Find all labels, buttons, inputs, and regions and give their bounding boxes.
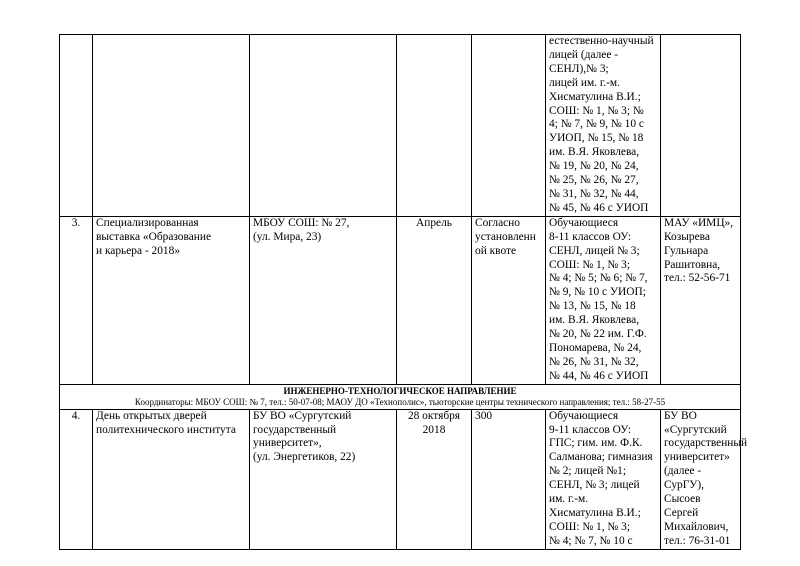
table-row [60, 409, 741, 549]
quota-cell [472, 35, 546, 217]
quota-cell: 300 [472, 409, 546, 549]
quota-cell: Согласно установленн ой квоте [472, 216, 546, 384]
row-number: 4. [60, 409, 93, 549]
venue-cell [250, 35, 397, 217]
section-header-cell [60, 384, 741, 409]
responsible-cell [661, 35, 741, 217]
row-number: 3. [60, 216, 93, 384]
venue-cell: МБОУ СОШ: № 27, (ул. Мира, 23) [250, 216, 397, 384]
events-table [59, 34, 748, 550]
section-title: ИНЖЕНЕРНО-ТЕХНОЛОГИЧЕСКОЕ НАПРАВЛЕНИЕ [283, 385, 517, 396]
row-number [60, 35, 93, 217]
participants-cell: Обучающиеся 8-11 классов ОУ: СЕНЛ, лицей № 3; СОШ: № 1, № 3; № 4; № 5; № 6; № 7, № 9, № 10 с УИОП; № 13, № 15, № 18 им. В.Я. Яковлева, № 20, № 22 им. Г.Ф. Пономарева, № 24, № 26, № 31, № 32, № 44, № 46 с УИОП [546, 216, 661, 384]
table-row [60, 216, 741, 384]
section-coordinators: Координаторы: МБОУ СОШ: № 7, тел.: 50-07-08; МАОУ ДО «Технополис», тьюторские центры технического направления; тел.: 58-27-55 [134, 396, 666, 407]
date-cell [397, 35, 472, 217]
event-name-cell: День открытых дверей политехнического института [93, 409, 250, 549]
date-cell: 28 октября 2018 [397, 409, 472, 549]
responsible-cell: БУ ВО «Сургутский государственный университет» (далее - СурГУ), Сысоев Сергей Михайлович, тел.: 76-31-01 [661, 409, 741, 549]
date-cell: Апрель [397, 216, 472, 384]
participants-cell: естественно-научный лицей (далее - СЕНЛ),№ 3; лицей им. г.-м. Хисматулина В.И.; СОШ: № 1, № 3; № 4; № 7, № 9, № 10 с УИОП, № 15, № 18 им. В.Я. Яковлева, № 19, № 20, № 24, № 25, № 26, № 27, № 31, № 32, № 44, № 45, № 46 с УИОП [546, 35, 661, 217]
event-name-cell: Специализированная выставка «Образование и карьера - 2018» [93, 216, 250, 384]
responsible-cell: МАУ «ИМЦ», Козырева Гульнара Рашитовна, тел.: 52-56-71 [661, 216, 741, 384]
event-name-cell [93, 35, 250, 217]
participants-cell: Обучающиеся 9-11 классов ОУ: ГПС; гим. им. Ф.К. Салманова; гимназия № 2; лицей №1; СЕНЛ, № 3; лицей им. г.-м. Хисматулина В.И.; СОШ: № 1, № 3; № 4; № 7, № 10 с [546, 409, 661, 549]
section-header-row [60, 384, 741, 409]
venue-cell: БУ ВО «Сургутский государственный университет», (ул. Энергетиков, 22) [250, 409, 397, 549]
table-row [60, 35, 741, 217]
